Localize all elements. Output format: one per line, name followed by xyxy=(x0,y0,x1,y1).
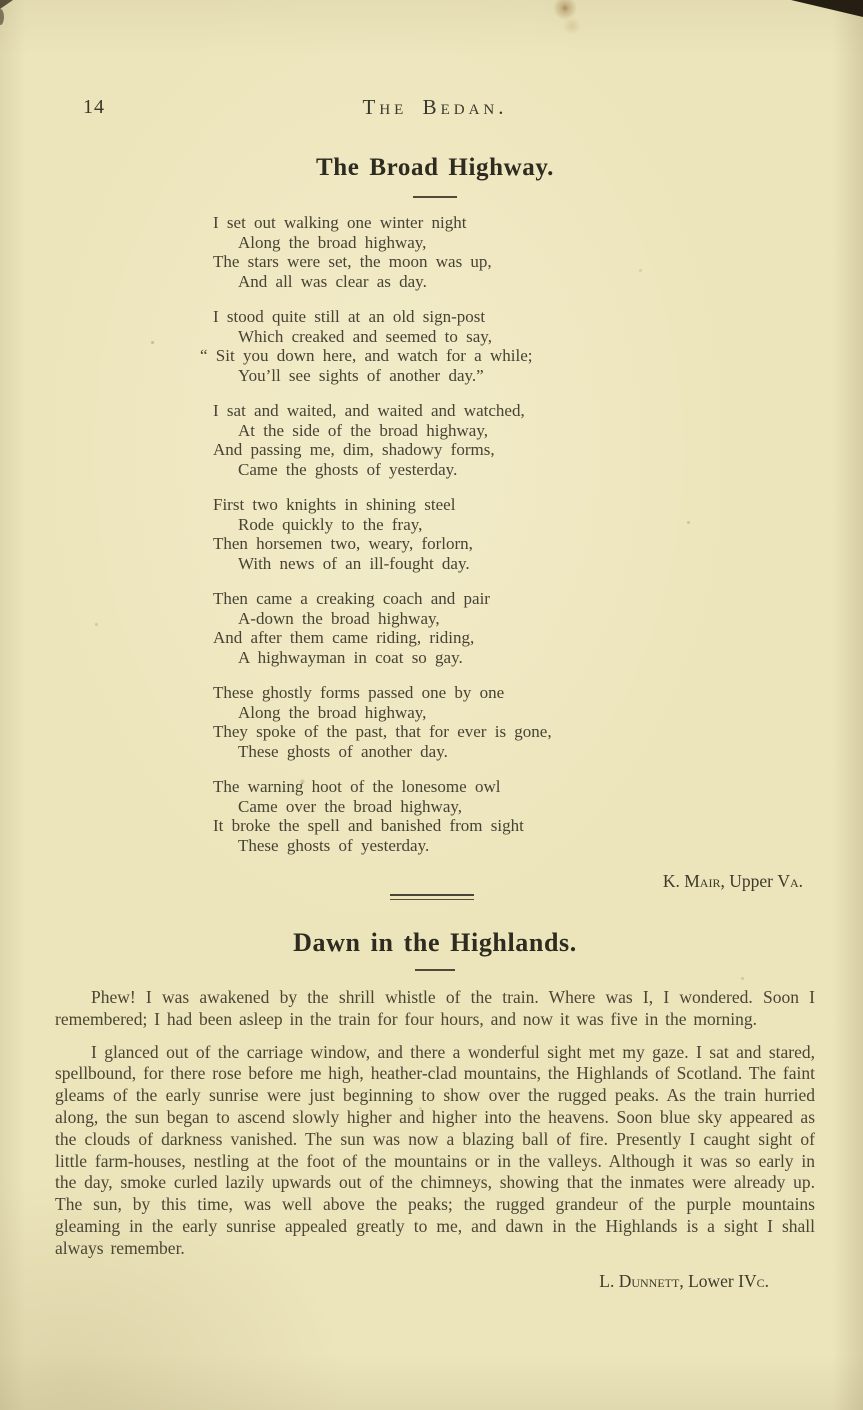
poem-stanza xyxy=(213,401,815,479)
scan-corner-shadow-top-right xyxy=(791,0,863,17)
poem-stanza xyxy=(213,589,815,667)
poem-stanza xyxy=(213,683,815,761)
poem-byline xyxy=(55,871,815,892)
poem-line: Came over the broad highway, xyxy=(238,796,463,816)
poem-line: Came the ghosts of yesterday. xyxy=(238,459,458,479)
poem-author-form-abbrev: Va. xyxy=(777,871,803,891)
poem-body xyxy=(200,213,815,855)
poem-line: At the side of the broad highway, xyxy=(238,420,488,440)
poem-line: Along the broad highway, xyxy=(238,232,427,252)
poem-line: These ghosts of yesterday. xyxy=(238,835,430,855)
prose-paragraph: Phew! I was awakened by the shrill whistle of the train. Where was I, I wondered. Soon I remembered; I had been asleep in the train for four hours, and now it was five in the morning. xyxy=(55,987,815,1029)
poem-line: The stars were set, the moon was up, xyxy=(213,252,492,271)
poem-line: Which creaked and seemed to say, xyxy=(238,326,492,346)
poem-stanza xyxy=(213,213,815,291)
poem-line: You’ll see sights of another day.” xyxy=(238,365,484,385)
poem-line: With news of an ill-fought day. xyxy=(238,553,470,573)
poem-line: First two knights in shining steel xyxy=(213,495,456,514)
poem-line: And all was clear as day. xyxy=(238,271,427,291)
poem-line: I sat and waited, and waited and watched, xyxy=(213,401,525,420)
poem-line: I stood quite still at an old sign-post xyxy=(213,307,486,326)
prose-author-form-abbrev: IVc. xyxy=(738,1270,769,1291)
poem-line: “ Sit you down here, and watch for a while; xyxy=(200,346,533,365)
poem-line: Then came a creaking coach and pair xyxy=(213,589,490,608)
poem-stanza xyxy=(213,777,815,855)
paper-foxing-specks xyxy=(0,0,1,1)
page-header xyxy=(55,95,815,123)
poem-line: And passing me, dim, shadowy forms, xyxy=(213,440,495,459)
journal-title: The Bedan. xyxy=(362,95,508,119)
poem-section xyxy=(55,153,815,892)
poem-line: Then horsemen two, weary, forlorn, xyxy=(213,534,473,553)
page-number: 14 xyxy=(83,96,105,118)
prose-body xyxy=(55,987,815,1260)
poem-line: And after them came riding, riding, xyxy=(213,628,475,647)
poem-line: Along the broad highway, xyxy=(238,702,427,722)
poem-title-rule xyxy=(413,196,457,198)
poem-author-form: , Upper xyxy=(720,871,778,891)
poem-line: It broke the spell and banished from sight xyxy=(213,816,524,835)
prose-byline xyxy=(55,1271,815,1292)
prose-title: Dawn in the Highlands. xyxy=(293,928,577,957)
poem-stanza xyxy=(200,307,815,385)
poem-line: They spoke of the past, that for ever is gone, xyxy=(213,722,552,741)
scan-corner-shadow-top-left xyxy=(0,0,13,9)
poem-line: The warning hoot of the lonesome owl xyxy=(213,777,501,796)
poem-stanza xyxy=(213,495,815,573)
prose-paragraph: I glanced out of the carriage window, and there a wonderful sight met my gaze. I sat and stared, spellbound, for there rose before me high, heather-clad mountains, the Highlands of Scotland. The faint gleams of the early sunrise were just beginning to show over the rugged peaks. As the train hurried along, the sun began to ascend slowly higher and higher into the heavens. Soon blue sky appeared as the clouds of darkness vanished. The sun was now a blazing ball of fire. Presently I caught sight of little farm-houses, nestling at the foot of the mountains or in the valleys. Although it was so early in the day, smoke curled lazily upwards out of the chimneys, showing that the inmates were already up. The sun, by this time, was well above the peaks; the rugged grandeur of the purple mountains gleaming in the early sunrise appealed greatly to me, and dawn in the Highlands is a sight I shall always remember. xyxy=(55,1041,815,1258)
section-divider-rule xyxy=(390,894,474,900)
prose-author-form: , Lower xyxy=(679,1270,739,1291)
poem-title: The Broad Highway. xyxy=(316,154,554,181)
poem-line: I set out walking one winter night xyxy=(213,213,467,232)
edge-blemish xyxy=(0,9,4,25)
poem-line: These ghosts of another day. xyxy=(238,741,448,761)
prose-title-rule xyxy=(415,969,455,971)
poem-line: These ghostly forms passed one by one xyxy=(213,683,505,702)
poem-line: Rode quickly to the fray, xyxy=(238,514,423,534)
prose-section xyxy=(55,928,815,1292)
poem-line: A-down the broad highway, xyxy=(238,608,440,628)
poem-line: A highwayman in coat so gay. xyxy=(238,647,463,667)
prose-author-name: L. Dunnett xyxy=(599,1270,680,1291)
poem-author-name: K. Mair xyxy=(662,871,721,891)
